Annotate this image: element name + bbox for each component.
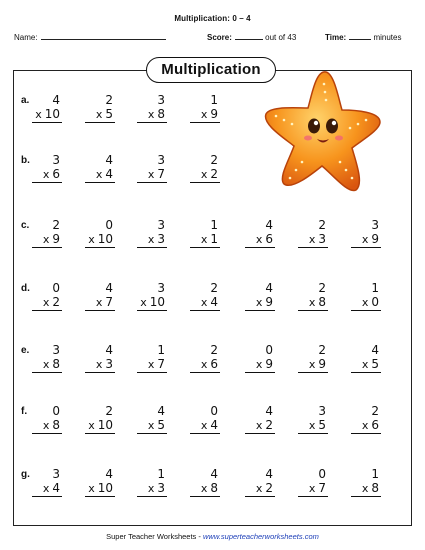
footer-url-link[interactable]: www.superteacherworksheets.com [202,532,319,541]
multiplication-problem[interactable] [345,406,385,440]
answer-line [190,182,220,183]
problem-row [0,345,425,379]
factor-bottom-line [96,357,113,372]
times-sign: x [361,482,369,495]
answer-line [32,496,62,497]
time-suffix: minutes [373,33,402,42]
times-sign: x [308,296,316,309]
factor-bottom: 5 [157,418,165,432]
times-sign: x [147,358,155,371]
factor-bottom-line [43,418,60,433]
factor-bottom-line [362,232,379,247]
factor-bottom: 9 [210,107,218,121]
factor-bottom: 9 [52,232,60,246]
problem-row [0,95,425,129]
factor-bottom: 8 [371,481,379,495]
answer-line [298,496,328,497]
answer-line [32,247,62,248]
times-sign: x [200,168,208,181]
multiplication-problem[interactable] [79,469,119,503]
factor-bottom-line [88,481,113,496]
factor-bottom: 2 [52,295,60,309]
multiplication-problem[interactable] [292,220,332,254]
times-sign: x [88,419,95,432]
multiplication-problem[interactable] [131,406,171,440]
multiplication-problem[interactable] [292,469,332,503]
times-sign: x [308,233,316,246]
times-sign: x [361,233,369,246]
factor-bottom: 0 [371,295,379,309]
factor-bottom: 4 [210,418,218,432]
factor-bottom: 6 [52,167,60,181]
multiplication-problem[interactable] [184,345,224,379]
factor-bottom-line [148,418,165,433]
factor-bottom-line [256,418,273,433]
multiplication-problem[interactable] [79,155,119,189]
multiplication-problem[interactable] [184,469,224,503]
factor-top: 0 [52,404,60,418]
multiplication-problem[interactable] [131,220,171,254]
answer-line [190,310,220,311]
times-sign: x [88,482,95,495]
factor-top: 0 [318,467,326,481]
times-sign: x [255,296,263,309]
factor-bottom: 8 [210,481,218,495]
multiplication-problem[interactable] [26,220,66,254]
times-sign: x [255,419,263,432]
factor-bottom-line [309,357,326,372]
factor-top: 2 [105,404,113,418]
worksheet-meta [0,32,425,44]
factor-top: 3 [157,153,165,167]
answer-line [351,247,381,248]
factor-bottom: 6 [210,357,218,371]
factor-bottom: 8 [52,418,60,432]
factor-top: 2 [210,153,218,167]
factor-top: 3 [371,218,379,232]
time-line[interactable] [349,32,371,40]
multiplication-problem[interactable] [292,406,332,440]
name-label: Name: [14,33,38,42]
times-sign: x [308,358,316,371]
factor-bottom: 10 [97,418,113,432]
answer-line [137,433,167,434]
answer-line [351,496,381,497]
factor-bottom: 3 [318,232,326,246]
answer-line [32,372,62,373]
multiplication-problem[interactable] [239,469,279,503]
factor-bottom: 9 [318,357,326,371]
row-label: b. [21,155,30,166]
factor-bottom-line [148,107,165,122]
factor-bottom-line [43,167,60,182]
multiplication-problem[interactable] [184,95,224,129]
multiplication-problem[interactable] [26,406,66,440]
factor-bottom-line [140,295,165,310]
factor-bottom: 1 [210,232,218,246]
factor-top: 4 [105,153,113,167]
answer-line [298,372,328,373]
name-field[interactable] [14,32,166,42]
factor-top: 3 [157,218,165,232]
answer-line [137,122,167,123]
times-sign: x [147,168,155,181]
row-label: a. [21,95,30,106]
times-sign: x [147,419,155,432]
factor-top: 4 [265,404,273,418]
factor-bottom: 3 [105,357,113,371]
factor-bottom-line [201,357,218,372]
factor-bottom: 3 [157,232,165,246]
factor-bottom: 2 [210,167,218,181]
factor-bottom: 8 [52,357,60,371]
factor-bottom: 10 [44,107,60,121]
factor-bottom: 9 [265,295,273,309]
score-label: Score: [207,33,232,42]
multiplication-problem[interactable] [26,345,66,379]
times-sign: x [255,358,263,371]
factor-bottom: 3 [157,481,165,495]
times-sign: x [42,419,50,432]
factor-bottom: 2 [265,418,273,432]
row-label: c. [21,220,30,231]
multiplication-problem[interactable] [79,345,119,379]
multiplication-problem[interactable] [131,283,171,317]
factor-bottom-line [43,232,60,247]
multiplication-problem[interactable] [79,220,119,254]
factor-bottom-line [362,481,379,496]
factor-top: 2 [318,343,326,357]
times-sign: x [42,482,50,495]
factor-bottom-line [43,481,60,496]
factor-top: 3 [52,153,60,167]
factor-bottom: 2 [265,481,273,495]
factor-bottom-line [309,232,326,247]
factor-top: 4 [265,281,273,295]
factor-top: 1 [157,343,165,357]
multiplication-problem[interactable] [345,345,385,379]
answer-line [351,372,381,373]
factor-top: 2 [52,218,60,232]
problem-row [0,406,425,440]
answer-line [298,310,328,311]
factor-top: 4 [105,343,113,357]
multiplication-problem[interactable] [292,345,332,379]
time-label: Time: [325,33,347,42]
factor-bottom: 9 [265,357,273,371]
multiplication-problem[interactable] [184,406,224,440]
factor-top: 1 [157,467,165,481]
answer-line [85,496,115,497]
multiplication-problem[interactable] [184,283,224,317]
factor-bottom: 10 [149,295,165,309]
factor-top: 3 [52,343,60,357]
factor-bottom: 10 [97,481,113,495]
factor-top: 1 [210,218,218,232]
footer-brand: Super Teacher Worksheets [106,532,197,541]
factor-bottom-line [309,418,326,433]
answer-line [245,310,275,311]
factor-bottom-line [88,418,113,433]
times-sign: x [200,233,208,246]
factor-top: 4 [52,93,60,107]
score-field[interactable] [207,32,296,42]
factor-top: 4 [210,467,218,481]
times-sign: x [95,296,103,309]
answer-line [351,433,381,434]
times-sign: x [200,419,208,432]
times-sign: x [95,358,103,371]
factor-bottom: 10 [97,232,113,246]
multiplication-problem[interactable] [131,469,171,503]
factor-top: 0 [265,343,273,357]
factor-top: 2 [318,281,326,295]
times-sign: x [140,296,147,309]
multiplication-problem[interactable] [239,406,279,440]
multiplication-problem[interactable] [345,469,385,503]
multiplication-problem[interactable] [79,406,119,440]
answer-line [137,496,167,497]
factor-bottom-line [43,357,60,372]
times-sign: x [255,482,263,495]
answer-line [32,433,62,434]
factor-top: 3 [52,467,60,481]
multiplication-problem[interactable] [239,220,279,254]
footer [0,532,425,541]
answer-line [190,247,220,248]
row-label: g. [21,469,30,480]
factor-bottom: 8 [318,295,326,309]
times-sign: x [42,168,50,181]
factor-top: 1 [210,93,218,107]
answer-line [85,310,115,311]
times-sign: x [147,233,155,246]
row-label: f. [21,406,28,417]
factor-bottom-line [309,295,326,310]
score-line[interactable] [235,32,263,40]
factor-top: 4 [265,218,273,232]
times-sign: x [255,233,263,246]
multiplication-problem[interactable] [26,283,66,317]
factor-top: 0 [52,281,60,295]
answer-line [32,182,62,183]
score-suffix: out of 43 [265,33,297,42]
answer-line [137,247,167,248]
factor-top: 4 [157,404,165,418]
times-sign: x [147,108,155,121]
multiplication-problem[interactable] [239,345,279,379]
factor-bottom: 7 [157,357,165,371]
factor-top: 3 [318,404,326,418]
multiplication-problem[interactable] [184,220,224,254]
answer-line [85,372,115,373]
factor-bottom: 7 [105,295,113,309]
factor-bottom: 6 [371,418,379,432]
multiplication-problem[interactable] [26,469,66,503]
factor-bottom-line [256,232,273,247]
factor-bottom-line [256,295,273,310]
factor-bottom-line [201,418,218,433]
factor-bottom: 5 [105,107,113,121]
multiplication-problem[interactable] [79,283,119,317]
times-sign: x [200,108,208,121]
answer-line [190,496,220,497]
factor-top: 1 [371,281,379,295]
times-sign: x [95,168,103,181]
answer-line [245,433,275,434]
multiplication-problem[interactable] [184,155,224,189]
problem-row [0,283,425,317]
times-sign: x [147,482,155,495]
multiplication-problem[interactable] [79,95,119,129]
answer-line [85,433,115,434]
factor-top: 2 [318,218,326,232]
factor-top: 2 [210,343,218,357]
factor-bottom-line [309,481,326,496]
factor-bottom-line [148,167,165,182]
factor-bottom: 8 [157,107,165,121]
times-sign: x [361,358,369,371]
footer-separator: - [196,532,203,541]
multiplication-problem[interactable] [131,155,171,189]
multiplication-problem[interactable] [345,283,385,317]
factor-bottom-line [362,295,379,310]
answer-line [190,122,220,123]
problem-row [0,469,425,503]
factor-bottom-line [201,107,218,122]
factor-bottom-line [96,167,113,182]
factor-bottom: 7 [318,481,326,495]
factor-bottom-line [96,295,113,310]
times-sign: x [42,358,50,371]
factor-bottom-line [362,357,379,372]
factor-bottom: 5 [371,357,379,371]
factor-top: 2 [210,281,218,295]
factor-bottom-line [43,295,60,310]
answer-line [137,372,167,373]
answer-line [85,182,115,183]
answer-line [190,433,220,434]
factor-bottom-line [201,232,218,247]
answer-line [190,372,220,373]
answer-line [245,372,275,373]
factor-top: 4 [265,467,273,481]
banner-title: Multiplication [146,57,276,83]
factor-bottom-line [148,357,165,372]
factor-top: 0 [210,404,218,418]
factor-top: 2 [371,404,379,418]
factor-bottom: 4 [210,295,218,309]
factor-bottom: 9 [371,232,379,246]
factor-bottom-line [362,418,379,433]
times-sign: x [200,358,208,371]
problem-row [0,155,425,189]
answer-line [298,433,328,434]
times-sign: x [42,233,50,246]
times-sign: x [361,419,369,432]
multiplication-problem[interactable] [345,220,385,254]
factor-bottom-line [96,107,113,122]
worksheet-title: Multiplication: 0 – 4 [174,14,251,23]
times-sign: x [88,233,95,246]
multiplication-problem[interactable] [131,95,171,129]
factor-top: 2 [105,93,113,107]
factor-top: 1 [371,467,379,481]
factor-bottom-line [201,481,218,496]
multiplication-problem[interactable] [239,283,279,317]
factor-bottom-line [256,357,273,372]
multiplication-problem[interactable] [292,283,332,317]
factor-bottom: 5 [318,418,326,432]
factor-top: 0 [105,218,113,232]
answer-line [32,310,62,311]
times-sign: x [308,419,316,432]
factor-bottom: 4 [52,481,60,495]
multiplication-problem[interactable] [131,345,171,379]
answer-line [137,310,167,311]
answer-line [245,496,275,497]
factor-bottom-line [35,107,60,122]
multiplication-problem[interactable] [26,155,66,189]
answer-line [298,247,328,248]
factor-bottom-line [256,481,273,496]
factor-bottom: 7 [157,167,165,181]
times-sign: x [361,296,369,309]
factor-bottom: 4 [105,167,113,181]
answer-line [245,247,275,248]
factor-top: 4 [371,343,379,357]
times-sign: x [200,482,208,495]
multiplication-problem[interactable] [26,95,66,129]
times-sign: x [42,296,50,309]
problem-row [0,220,425,254]
name-line[interactable] [41,32,166,40]
row-label: d. [21,283,30,294]
answer-line [137,182,167,183]
factor-top: 3 [157,93,165,107]
factor-top: 4 [105,281,113,295]
answer-line [32,122,62,123]
time-field[interactable] [325,32,401,42]
factor-bottom-line [148,481,165,496]
times-sign: x [308,482,316,495]
factor-bottom-line [201,167,218,182]
factor-top: 4 [105,467,113,481]
answer-line [85,247,115,248]
answer-line [85,122,115,123]
factor-bottom-line [88,232,113,247]
factor-bottom-line [148,232,165,247]
answer-line [351,310,381,311]
row-label: e. [21,345,30,356]
times-sign: x [95,108,103,121]
times-sign: x [200,296,208,309]
times-sign: x [35,108,42,121]
factor-bottom: 6 [265,232,273,246]
factor-top: 3 [157,281,165,295]
factor-bottom-line [201,295,218,310]
